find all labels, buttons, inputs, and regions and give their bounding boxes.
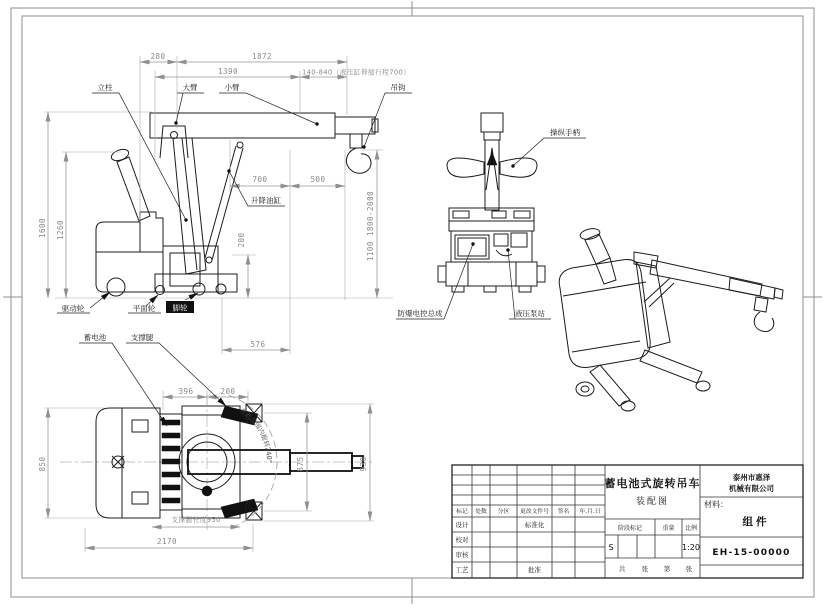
leader-battery [79, 343, 167, 426]
dim-396: 396 [178, 387, 194, 396]
iso-tiller-grip [579, 227, 601, 241]
label-small-arm: 小臂 [224, 83, 240, 92]
front-view [438, 113, 545, 292]
label-pump: 液压泵站 [515, 309, 545, 318]
tb-rev-count: 处数 [475, 509, 487, 515]
base-tab-right [537, 266, 545, 282]
dim-1872: 1872 [251, 52, 273, 61]
battery-cell [162, 446, 180, 451]
isometric-view [559, 227, 783, 411]
front-base [446, 262, 537, 286]
material-label: 材料： [704, 500, 728, 509]
tb-role-proof: 校对 [455, 536, 469, 544]
cylinder-top-pin [237, 142, 243, 148]
iso-hook-hanger [754, 297, 768, 312]
label-lift-cylinder: 升降油缸 [251, 196, 281, 205]
dim-1600: 1600 [38, 217, 47, 239]
label-drive-wheel: 驱动轮 [61, 304, 85, 313]
label-column: 立柱 [97, 83, 113, 92]
leader-control-box [396, 244, 473, 319]
tb-role-craft: 工艺 [455, 566, 469, 574]
drawing-title-line1: 蓄电池式旋转吊车 [604, 477, 701, 490]
tb-rev-date: 年.月.日 [579, 509, 601, 515]
plan-detail-bottom [132, 492, 148, 504]
label-battery: 蓄电池 [83, 333, 107, 342]
title-area [605, 476, 701, 573]
frame-band [449, 221, 534, 231]
dim-875: 875 [296, 456, 305, 472]
tb-rev-docno: 更改文件号 [520, 509, 549, 515]
iso-leg-front [590, 365, 630, 406]
tb-rev-mark: 标记 [456, 509, 468, 515]
battery-cell [162, 459, 180, 464]
mast-cap [481, 113, 503, 132]
revision-grid [452, 465, 605, 578]
material-value: 组件 [742, 516, 770, 528]
tb-weight-label: 重量 [662, 525, 675, 532]
dim-500: 500 [310, 175, 326, 184]
rotation-arc-note-text: 在此范围内旋转240° [238, 406, 274, 464]
dim-576: 576 [250, 340, 266, 349]
iso-caster-front [621, 401, 635, 411]
leader-hook [364, 93, 412, 147]
pump-hose [496, 250, 512, 256]
tb-sheet-gong: 共 [618, 565, 626, 573]
iso-leg-right [640, 350, 702, 383]
iso-body-bottomline [572, 341, 640, 352]
label-control-box: 防爆电控总成 [397, 309, 443, 318]
leg-length-note: 支撑腿长度950 [171, 516, 221, 524]
top-view [60, 394, 372, 530]
tb-stage-label: 阶段标记 [617, 525, 643, 532]
dim-930: 930 [359, 456, 368, 472]
drive-wheel [107, 278, 125, 296]
frame-slot-mid [492, 211, 506, 218]
tb-sheet-di: 第 [663, 565, 671, 573]
battery-cell [162, 472, 180, 477]
label-support-leg: 支撑腿 [130, 333, 154, 342]
leader-caster [185, 293, 198, 300]
valve-block [511, 233, 527, 247]
label-handle: 操纵手柄 [550, 128, 580, 137]
battery-cell [162, 498, 180, 503]
drawing-number: EH-15-00000 [712, 548, 791, 558]
leader-support-leg [126, 343, 226, 406]
tb-rev-zone: 分区 [497, 509, 510, 515]
tb-sheet-zhang1: 张 [641, 565, 649, 573]
tb-stage-value: S [608, 543, 614, 552]
inner-border [22, 16, 803, 578]
leader-small-arm [219, 93, 317, 124]
handle-hub [487, 152, 497, 165]
plan-detail-top [132, 420, 148, 432]
column-seam [182, 138, 197, 270]
dim-200-side: 200 [237, 232, 246, 248]
tb-role-audit: 审核 [455, 551, 469, 559]
tb-scale-value: 1:20 [682, 543, 700, 552]
tb-rev-sign: 签名 [557, 509, 570, 515]
dim-200-top: 200 [220, 387, 236, 396]
iso-small-arm [729, 278, 775, 299]
top-view-labels [79, 332, 226, 426]
turntable-bolt [202, 486, 212, 496]
title-block [452, 465, 803, 578]
dim-280: 280 [150, 52, 166, 61]
iso-caster-right [696, 381, 710, 391]
dim-700: 700 [252, 175, 268, 184]
leg-rail [155, 274, 237, 292]
foot-left [452, 286, 464, 292]
leader-big-arm [176, 93, 204, 123]
dim-140-840: 140-840（液压缸伸缩行程700） [302, 68, 411, 77]
foot-mid [484, 286, 496, 292]
sheet-frame [3, 1, 822, 604]
dim-1390: 1390 [217, 67, 239, 76]
tiller-grip [110, 147, 130, 163]
base-tab-left [438, 266, 446, 282]
frame-slot-right [514, 211, 530, 218]
battery-cell [162, 485, 180, 490]
company-area [700, 472, 803, 565]
tb-role-design: 设计 [455, 521, 469, 529]
side-view [55, 113, 393, 298]
pivot-pin [171, 132, 178, 139]
label-caster: 脚轮 [172, 303, 188, 313]
iso-drive-wheel [576, 382, 594, 396]
label-hook: 吊钩 [390, 83, 406, 92]
leader-handle [513, 138, 586, 166]
dim-1260: 1260 [56, 219, 65, 241]
pump-block [494, 234, 508, 246]
dim-1100-1800-2000: 1100 1800-2000 [366, 190, 375, 262]
top-view-dimensions [38, 387, 374, 552]
plan-body [96, 408, 160, 518]
side-view-dimensions [38, 52, 410, 354]
hook-hanger [350, 134, 362, 148]
tb-role-standard: 标准化 [524, 521, 545, 529]
caster-wheel-1 [193, 283, 205, 295]
hook-curve [346, 148, 371, 173]
mast-collar [484, 132, 500, 140]
small-arm-outline [335, 117, 375, 134]
battery-cell [162, 433, 180, 438]
dim-2170: 2170 [156, 537, 178, 546]
dim-850: 850 [38, 456, 47, 472]
tb-sheet-zhang2: 张 [685, 565, 693, 573]
drawing-title-line2: 装配图 [635, 497, 670, 507]
outer-border [11, 8, 814, 597]
handle-wing-left [447, 158, 484, 177]
label-flat-wheel: 平面轮 [132, 304, 156, 313]
tiller-arm [117, 157, 150, 221]
label-big-arm: 大臂 [182, 83, 198, 92]
tb-scale-label: 比例 [684, 525, 698, 532]
tb-role-approve: 批准 [528, 566, 541, 574]
iso-tiller-arm [585, 234, 610, 264]
frame-slot-left [453, 211, 469, 218]
cylinder-bottom-pin [206, 257, 212, 263]
iso-drive-hub [581, 386, 589, 392]
iso-body [559, 260, 650, 368]
foot-right [519, 286, 531, 292]
company-name-line1: 泰州市惠泽 [732, 473, 771, 482]
company-name-line2: 机械有限公司 [729, 484, 774, 493]
iso-hook [754, 312, 774, 332]
